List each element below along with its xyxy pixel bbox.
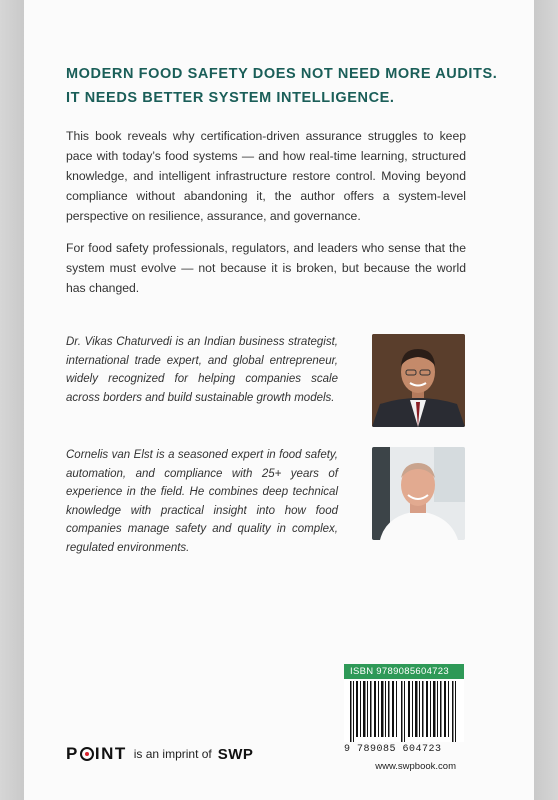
barcode-block — [344, 664, 464, 770]
headline-line-1: MODERN FOOD SAFETY DOES NOT NEED MORE AUDITS. — [66, 66, 498, 82]
barcode-number: 9 789085 604723 — [344, 744, 442, 755]
page-margin-right — [534, 0, 558, 800]
imprint-text: is an imprint of — [133, 747, 212, 761]
author-bio-van-elst: Cornelis van Elst is a seasoned expert in food safety, automation, and compliance with 25+ years of experience in the field. He combines deep technical knowledge with practical insight into how food companies manage safety and quality in complex, regulated environments. — [66, 449, 338, 554]
imprint-line — [66, 744, 253, 764]
headline — [66, 62, 506, 110]
description-paragraph-2: For food safety professionals, regulators, and leaders who sense that the system must evolve — not because it is broken, but because the world has changed. — [66, 241, 466, 295]
barcode-bars — [344, 679, 464, 742]
book-back-cover — [24, 0, 534, 800]
headline-line-2: IT NEEDS BETTER SYSTEM INTELLIGENCE. — [66, 90, 395, 106]
point-logo — [66, 744, 127, 764]
author-photo-van-elst — [372, 447, 465, 540]
publisher-url: www.swpbook.com — [375, 761, 456, 772]
page-margin-left — [0, 0, 24, 800]
swp-logo: SWP — [217, 745, 254, 763]
author-photo-chaturvedi — [372, 334, 465, 427]
point-logo-int: INT — [94, 744, 127, 763]
description-paragraph-1: This book reveals why certification-driven assurance struggles to keep pace with today’s food systems — and how real-time learning, structured knowledge, and intelligent infrastructure restore control. Moving beyond compliance without abandoning it, the author offers a system-level perspective on resilience, assurance, and governance. — [66, 129, 466, 223]
point-logo-dot-icon — [80, 747, 94, 761]
point-logo-p: P — [66, 744, 79, 763]
author-bio-chaturvedi: Dr. Vikas Chaturvedi is an Indian business strategist, international trade expert, and global entrepreneur, widely recognized for helping companies scale across borders and build sustainable growth models. — [66, 336, 338, 404]
isbn-label: ISBN 9789085604723 — [344, 664, 464, 679]
